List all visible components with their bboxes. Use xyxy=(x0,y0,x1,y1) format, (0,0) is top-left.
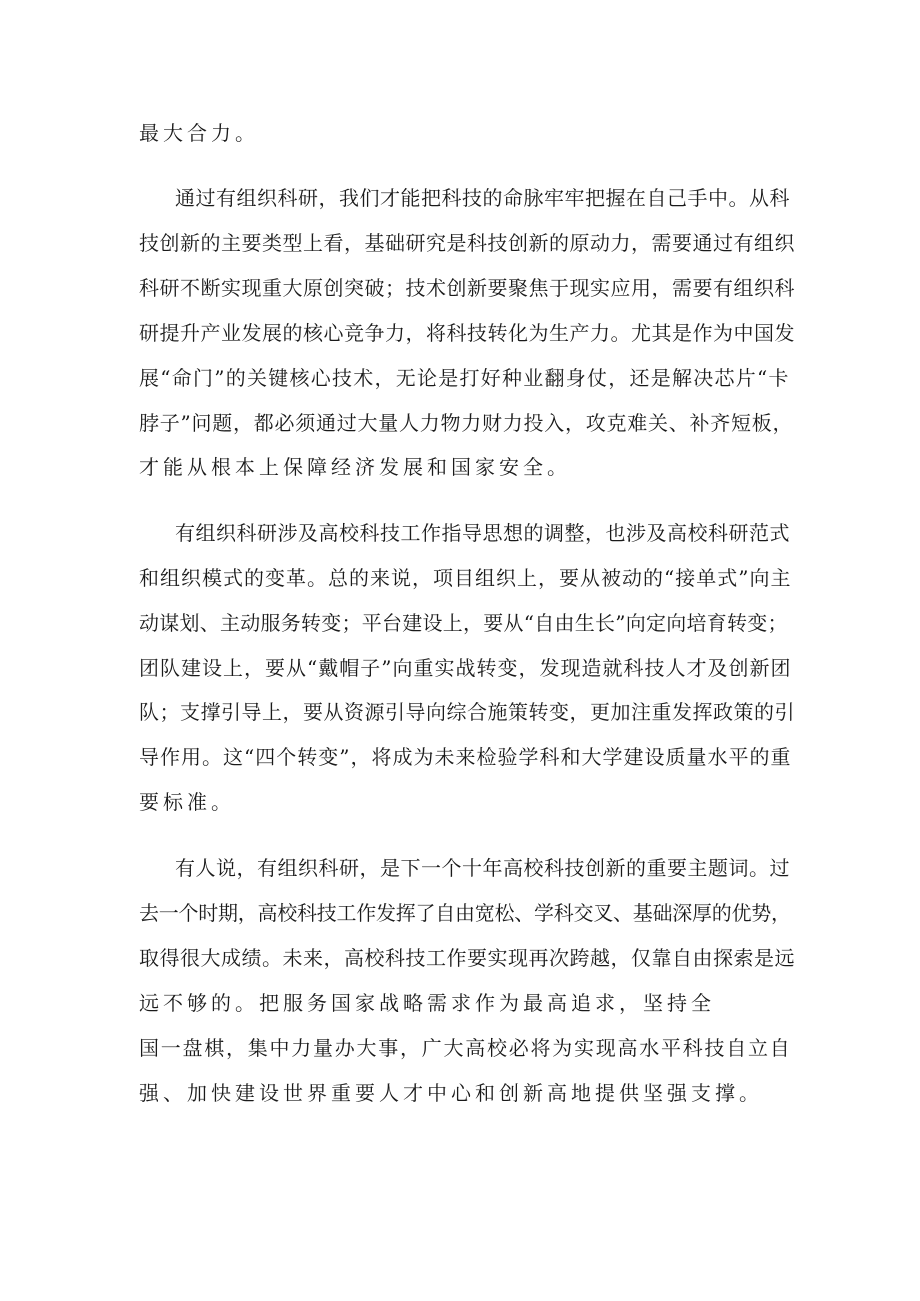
text-line: 脖子”问题，都必须通过大量人力物力财力投入，攻克难关、补齐短板， xyxy=(139,411,794,435)
text-line: 远不够的。把服务国家战略需求作为最高追求，坚持全 xyxy=(139,991,715,1015)
text-line: 研提升产业发展的核心竞争力，将科技转化为生产力。尤其是作为中国发 xyxy=(139,321,795,345)
text-line: 通过有组织科研，我们才能把科技的命脉牢牢把握在自己手中。从科 xyxy=(175,186,790,210)
text-line: 取得很大成绩。未来，高校科技工作要实现再次跨越，仅靠自由探索是远 xyxy=(139,946,795,970)
text-line: 去一个时期，高校科技工作发挥了自由宽松、学科交叉、基础深厚的优势， xyxy=(139,901,791,925)
text-line: 导作用。这“四个转变”，将成为未来检验学科和大学建设质量水平的重 xyxy=(139,745,792,769)
text-line: 强、加快建设世界重要人才中心和创新高地提供坚强支撑。 xyxy=(139,1081,763,1105)
text-line: 队；支撑引导上，要从资源引导向综合施策转变，更加注重发挥政策的引 xyxy=(139,700,795,724)
text-line: 有组织科研涉及高校科技工作指导思想的调整，也涉及高校科研范式 xyxy=(175,521,790,545)
text-line: 有人说，有组织科研，是下一个十年高校科技创新的重要主题词。过 xyxy=(175,856,790,880)
text-line: 和组织模式的变革。总的来说，项目组织上，要从被动的“接单式”向主 xyxy=(139,566,792,590)
text-line: 展“命门”的关键核心技术，无论是打好种业翻身仗，还是解决芯片“卡 xyxy=(139,366,790,390)
text-line: 最大合力。 xyxy=(139,121,259,145)
text-line: 团队建设上，要从“戴帽子”向重实战转变，发现造就科技人才及创新团 xyxy=(139,656,792,680)
text-line: 科研不断实现重大原创突破；技术创新要聚焦于现实应用，需要有组织科 xyxy=(139,276,795,300)
text-line: 动谋划、主动服务转变；平台建设上，要从“自由生长”向定向培育转变； xyxy=(139,611,788,635)
text-line: 国一盘棋，集中力量办大事，广大高校必将为实现高水平科技自立自 xyxy=(139,1036,792,1060)
text-line: 技创新的主要类型上看，基础研究是科技创新的原动力，需要通过有组织 xyxy=(139,231,795,255)
text-line: 才能从根本上保障经济发展和国家安全。 xyxy=(139,455,571,479)
text-line: 要标准。 xyxy=(139,790,235,814)
